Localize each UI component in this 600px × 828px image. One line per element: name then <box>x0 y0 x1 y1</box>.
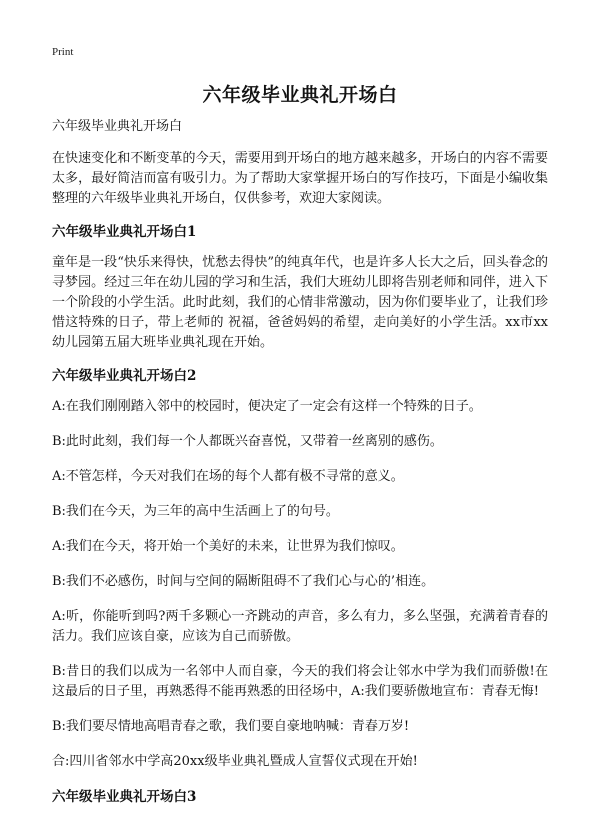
intro-subtitle: 六年级毕业典礼开场白 <box>52 119 183 134</box>
dialog-line: B:昔日的我们以成为一名邻中人而自豪，今天的我们将会让邻水中学为我们而骄傲!在这最后的日子里，再熟悉得不能再熟悉的田径场中，A:我们要骄傲地宣布：青春无悔! <box>52 664 548 699</box>
dialog-line: A:我们在今天，将开始一个美好的未来，让世界为我们惊叹。 <box>52 539 404 554</box>
dialog-line: 合:四川省邻水中学高20xx级毕业典礼暨成人宣誓仪式现在开始! <box>52 754 418 769</box>
section-heading-3: 六年级毕业典礼开场白3 <box>52 789 197 805</box>
section-heading-1: 六年级毕业典礼开场白1 <box>52 224 197 240</box>
intro-paragraph: 在快速变化和不断变革的今天，需要用到开场白的地方越来越多，开场白的内容不需要太多，最好简洁而富有吸引力。为了帮助大家掌握开场白的写作技巧，下面是小编收集整理的六年级毕业典礼开场白，仅供参考，欢迎大家阅读。 <box>52 151 548 206</box>
document-body <box>52 117 548 818</box>
dialog-line: B:我们在今天，为三年的高中生活画上了的句号。 <box>52 504 339 519</box>
section-1-paragraph: 童年是一段“快乐来得快，忧愁去得快”的纯真年代，也是许多人长大之后，回头眷念的寻梦园。经过三年在幼儿园的学习和生活，我们大班幼儿即将告别老师和同伴，进入下一个阶段的小学生活。此时此刻，我们的心情非常激动，因为你们要毕业了，让我们珍惜这特殊的日子，带上老师的 祝福，爸爸妈妈的希望，走向美好的小学生活。xx市xx幼儿园第五届大班毕业典礼现在开始。 <box>52 255 548 350</box>
page-title: 六年级毕业典礼开场白 <box>202 84 398 106</box>
dialog-line: A:在我们刚刚踏入邻中的校园时，便决定了一定会有这样一个特殊的日子。 <box>52 399 482 414</box>
print-link[interactable]: Print <box>52 46 74 58</box>
dialog-line: A:听，你能听到吗?两千多颗心一齐跳动的声音，多么有力，多么坚强，充满着青春的活力。我们应该自豪，应该为自己而骄傲。 <box>52 609 548 644</box>
dialog-line: B:我们不必感伤，时间与空间的隔断阻碍不了我们心与心的’相连。 <box>52 574 435 589</box>
section-heading-2: 六年级毕业典礼开场白2 <box>52 368 197 384</box>
dialog-line: B:此时此刻，我们每一个人都既兴奋喜悦，又带着一丝离别的感伤。 <box>52 434 443 449</box>
dialog-line: B:我们要尽情地高唱青春之歌，我们要自豪地呐喊：青春万岁! <box>52 719 410 734</box>
dialog-line: A:不管怎样，今天对我们在场的每个人都有极不寻常的意义。 <box>52 469 404 484</box>
